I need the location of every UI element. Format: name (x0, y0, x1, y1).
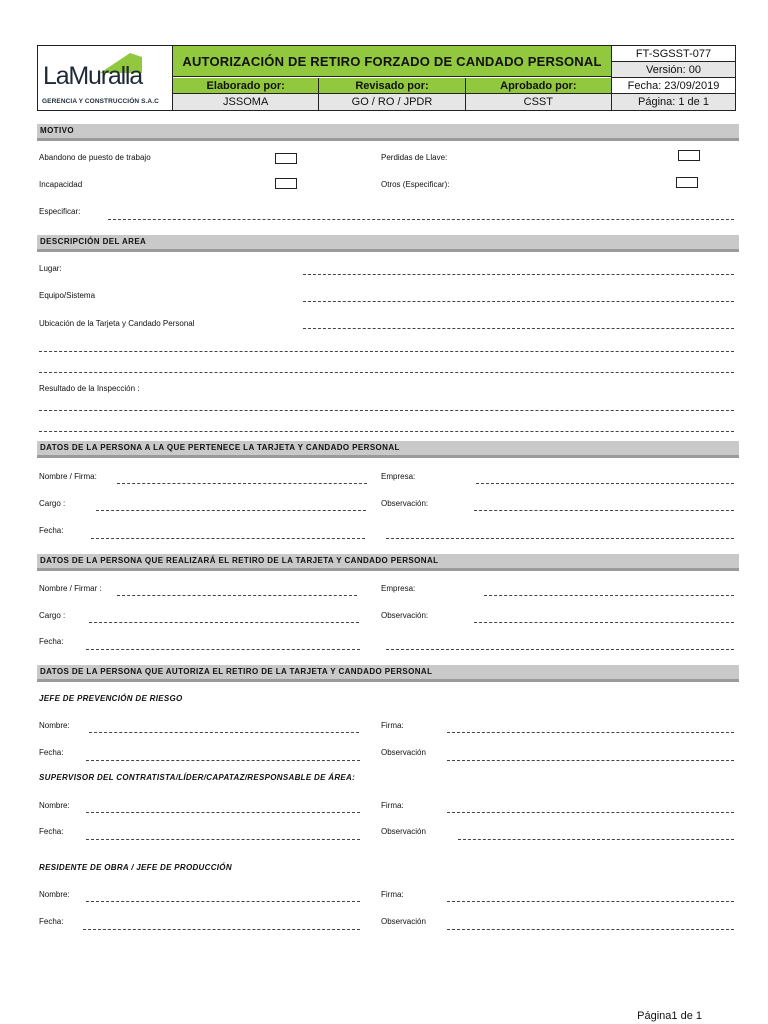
residente-nombre-label: Nombre: (39, 890, 70, 899)
abandono-checkbox[interactable] (275, 153, 297, 164)
document-code: FT-SGSST-077 (612, 46, 735, 62)
pertenece-cargo-field[interactable] (96, 510, 366, 511)
jefe-firma-field[interactable] (447, 732, 734, 733)
resultado-label: Resultado de la Inspección : (39, 384, 140, 393)
realizara-fecha-field[interactable] (86, 649, 360, 650)
ubicacion-field[interactable] (303, 328, 734, 329)
resultado-field-2[interactable] (39, 431, 734, 432)
section-autoriza: DATOS DE LA PERSONA QUE AUTORIZA EL RETIRO DE LA TARJETA Y CANDADO PERSONAL (37, 665, 739, 682)
realizara-observacion-label: Observación: (381, 611, 429, 620)
section-motivo: MOTIVO (37, 124, 739, 141)
ubicacion-field-3[interactable] (39, 372, 734, 373)
perdidas-label: Perdidas de Llave: (381, 153, 448, 162)
aprobado-label: Aprobado por: (500, 79, 577, 92)
realizara-fecha-label: Fecha: (39, 637, 64, 646)
approval-labels (173, 78, 611, 94)
supervisor-firma-field[interactable] (447, 812, 734, 813)
section-realizara: DATOS DE LA PERSONA QUE REALIZARÁ EL RETIRO DE LA TARJETA Y CANDADO PERSONAL (37, 554, 739, 571)
supervisor-firma-label: Firma: (381, 801, 404, 810)
supervisor-fecha-label: Fecha: (39, 827, 64, 836)
incapacidad-checkbox[interactable] (275, 178, 297, 189)
lugar-label: Lugar: (39, 264, 62, 273)
especificar-label: Especificar: (39, 207, 81, 216)
logo-text: LaMuralla (43, 62, 142, 90)
jefe-observacion-label: Observación (381, 748, 426, 757)
elaborado-label: Elaborado por: (173, 78, 319, 93)
residente-observacion-label: Observación (381, 917, 426, 926)
approval-values (173, 94, 611, 110)
residente-firma-label: Firma: (381, 890, 404, 899)
incapacidad-label: Incapacidad (39, 180, 83, 189)
logo-subtitle: GERENCIA Y CONSTRUCCIÓN S.A.C (42, 98, 159, 105)
pertenece-empresa-field[interactable] (476, 483, 734, 484)
otros-label: Otros (Especificar): (381, 180, 450, 189)
elaborado-value: JSSOMA (173, 94, 319, 110)
revisado-label: Revisado por: (319, 78, 465, 93)
pertenece-fecha-field-2[interactable] (386, 538, 734, 539)
section-pertenece: DATOS DE LA PERSONA A LA QUE PERTENECE LA TARJETA Y CANDADO PERSONAL (37, 441, 739, 458)
perdidas-checkbox[interactable] (678, 150, 700, 161)
document-page: Página: 1 de 1 (612, 94, 735, 110)
residente-fecha-field[interactable] (83, 929, 360, 930)
pertenece-observacion-field[interactable] (474, 510, 734, 511)
section-area: DESCRIPCIÓN DEL AREA (37, 235, 739, 252)
document-meta (611, 46, 735, 110)
especificar-field[interactable] (108, 219, 734, 220)
lugar-field[interactable] (303, 274, 734, 275)
supervisor-fecha-field[interactable] (86, 839, 360, 840)
otros-checkbox[interactable] (676, 177, 698, 188)
equipo-label: Equipo/Sistema (39, 291, 96, 300)
ubicacion-label: Ubicación de la Tarjeta y Candado Personal (39, 319, 195, 328)
document-date: Fecha: 23/09/2019 (612, 78, 735, 94)
jefe-observacion-field[interactable] (447, 760, 734, 761)
residente-fecha-label: Fecha: (39, 917, 64, 926)
pertenece-cargo-label: Cargo : (39, 499, 66, 508)
realizara-empresa-field[interactable] (484, 595, 734, 596)
residente-firma-field[interactable] (447, 901, 734, 902)
realizara-nombre-label: Nombre / Firmar : (39, 584, 102, 593)
realizara-nombre-field[interactable] (117, 595, 357, 596)
jefe-nombre-label: Nombre: (39, 721, 70, 730)
resultado-field[interactable] (39, 410, 734, 411)
abandono-label: Abandono de puesto de trabajo (39, 153, 151, 162)
residente-subtitle: RESIDENTE DE OBRA / JEFE DE PRODUCCIÓN (39, 863, 232, 872)
jefe-fecha-label: Fecha: (39, 748, 64, 757)
company-logo (38, 46, 173, 110)
revisado-value: GO / RO / JPDR (319, 94, 465, 110)
supervisor-observacion-label: Observación (381, 827, 426, 836)
pertenece-nombre-label: Nombre / Firma: (39, 472, 97, 481)
page-footer: Página1 de 1 (637, 1010, 702, 1022)
realizara-observacion-field[interactable] (474, 622, 734, 623)
realizara-fecha-field-2[interactable] (386, 649, 734, 650)
residente-nombre-field[interactable] (86, 901, 360, 902)
pertenece-observacion-label: Observación: (381, 499, 429, 508)
equipo-field[interactable] (303, 301, 734, 302)
document-version: Versión: 00 (612, 62, 735, 78)
pertenece-nombre-field[interactable] (117, 483, 367, 484)
pertenece-empresa-label: Empresa: (381, 472, 416, 481)
jefe-nombre-field[interactable] (89, 732, 359, 733)
realizara-cargo-field[interactable] (89, 622, 359, 623)
pertenece-fecha-label: Fecha: (39, 526, 64, 535)
supervisor-subtitle: SUPERVISOR DEL CONTRATISTA/LÍDER/CAPATAZ/RESPONSABLE DE ÁREA: (39, 773, 356, 782)
supervisor-nombre-label: Nombre: (39, 801, 70, 810)
realizara-cargo-label: Cargo : (39, 611, 66, 620)
realizara-empresa-label: Empresa: (381, 584, 416, 593)
supervisor-observacion-field[interactable] (458, 839, 734, 840)
ubicacion-field-2[interactable] (39, 351, 734, 352)
form-header (37, 45, 736, 111)
pertenece-fecha-field[interactable] (91, 538, 365, 539)
supervisor-nombre-field[interactable] (86, 812, 360, 813)
residente-observacion-field[interactable] (447, 929, 734, 930)
jefe-fecha-field[interactable] (86, 760, 360, 761)
jefe-subtitle: JEFE DE PREVENCIÓN DE RIESGO (39, 694, 183, 703)
form-title: AUTORIZACIÓN DE RETIRO FORZADO DE CANDADO PERSONAL (173, 46, 611, 77)
aprobado-value: CSST (523, 96, 553, 108)
jefe-firma-label: Firma: (381, 721, 404, 730)
